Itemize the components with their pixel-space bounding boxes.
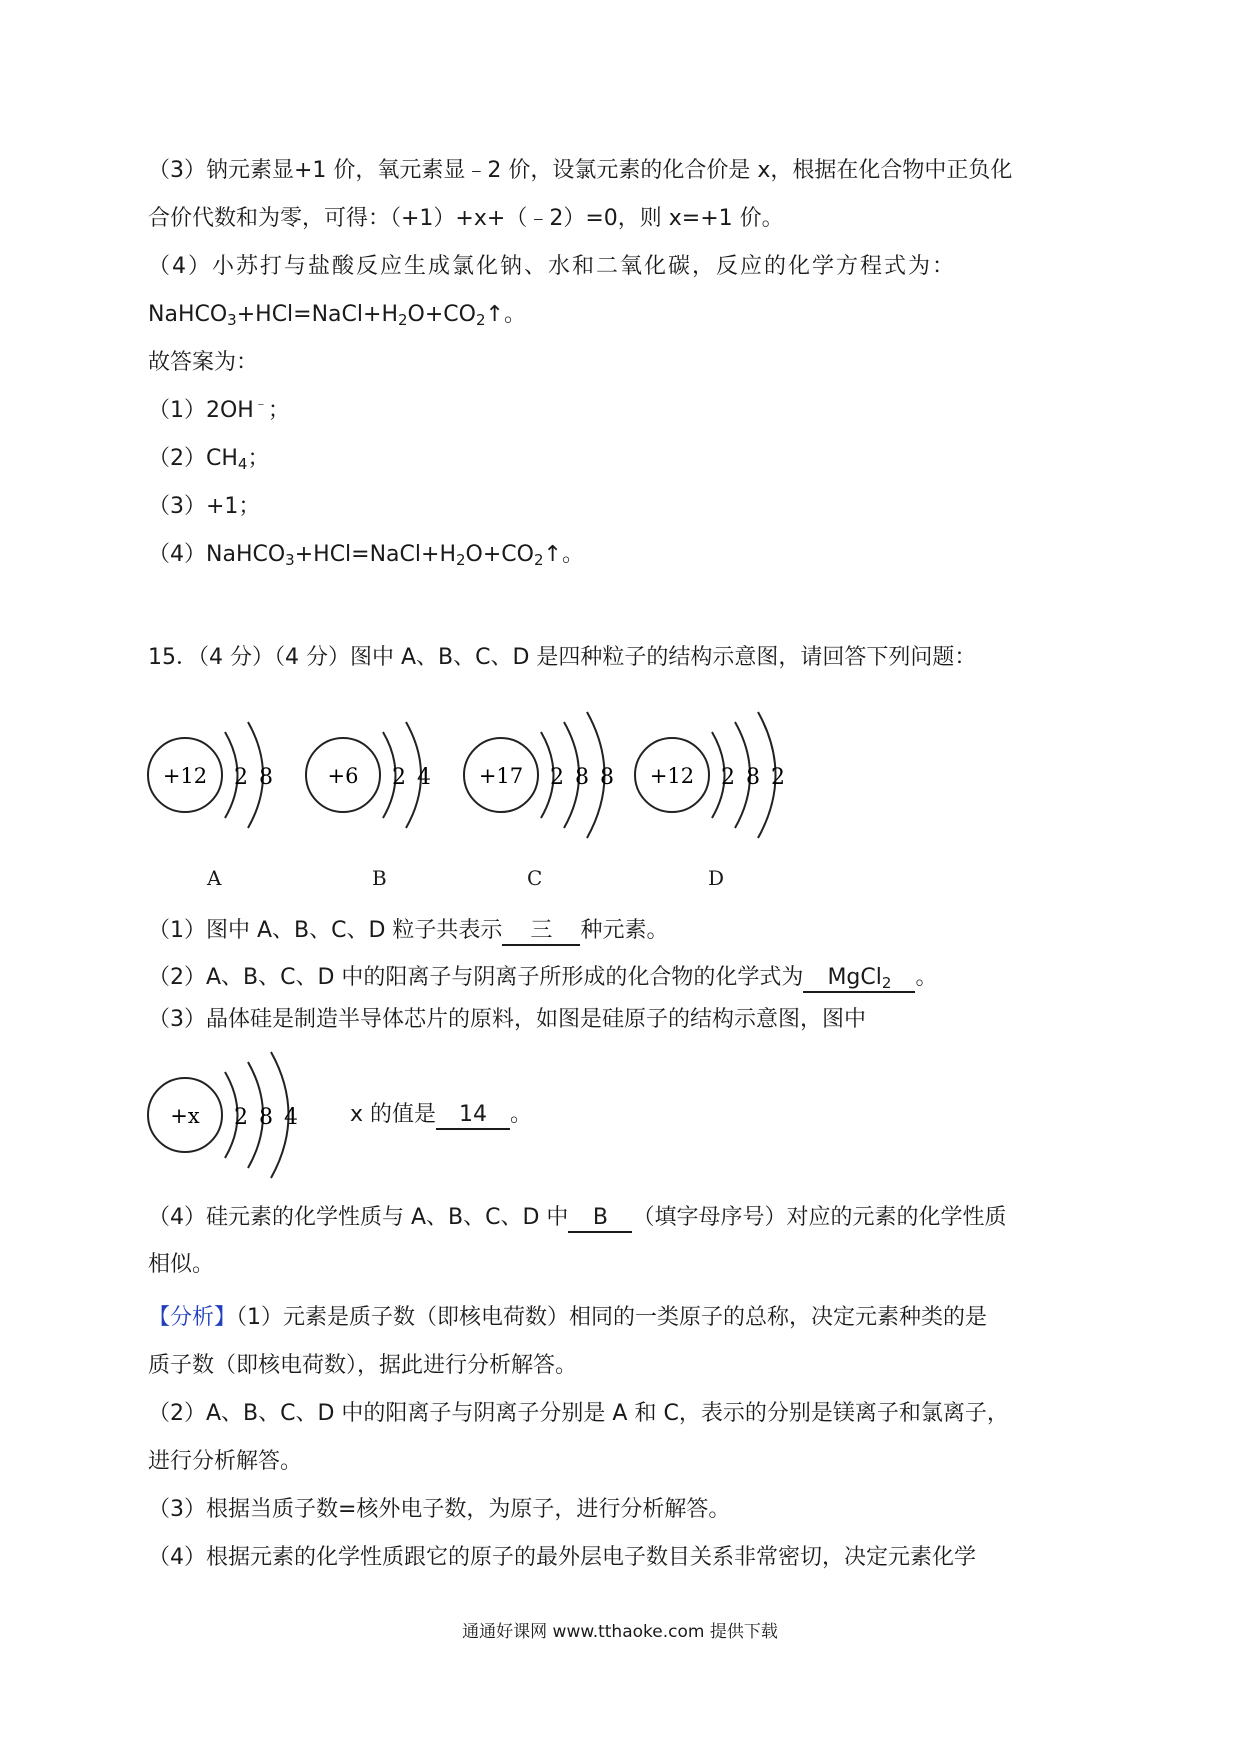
question-15-stem: 15．（4 分）（4 分）图中 A、B、C、D 是四种粒子的结构示意图，请回答下列问题： — [148, 645, 977, 670]
shell-count-b-1: 2 — [392, 765, 406, 790]
question-15-part-2: （2）A、B、C、D 中的阳离子与阴离子所形成的化合物的化学式为 MgCl$_2$ 。 — [148, 965, 938, 992]
diagram-label-b: B — [372, 866, 387, 890]
diagram-label-c: C — [527, 866, 543, 890]
question-15-part-4: （4）硅元素的化学性质与 A、B、C、D 中 B （填字母序号）对应的元素的化学性质 — [148, 1203, 1006, 1233]
shell-count-d-2: 8 — [746, 765, 760, 790]
nucleus-charge-c: +17 — [478, 764, 524, 788]
shell-count-c-3: 8 — [600, 765, 614, 790]
analysis-line-3: （2）A、B、C、D 中的阳离子与阴离子分别是 A 和 C，表示的分别是镁离子和氯离子， — [148, 1401, 1009, 1426]
silicon-shell-1: 2 — [234, 1105, 248, 1130]
shell-count-c-2: 8 — [575, 765, 589, 790]
answer-1: （1）2OH﹣； — [148, 396, 290, 423]
diagram-label-a: A — [207, 866, 222, 890]
analysis-line-6: （4）根据元素的化学性质跟它的原子的最外层电子数目关系非常密切，决定元素化学 — [148, 1545, 976, 1570]
silicon-nucleus-charge: +x — [170, 1104, 200, 1128]
shell-count-d-3: 2 — [771, 765, 785, 790]
shell-count-a-1: 2 — [234, 765, 248, 790]
silicon-shell-3: 4 — [284, 1105, 298, 1130]
answer-2: $(2)CH_4$； — [148, 446, 270, 473]
particle-diagram-a — [148, 722, 273, 828]
silicon-shell-2: 8 — [259, 1105, 273, 1130]
page-footer: 通通好课网 www.tthaoke.com 提供下载 — [462, 1622, 778, 1642]
shell-count-b-2: 4 — [417, 765, 431, 790]
answer-blank-4: B — [568, 1205, 632, 1233]
particle-diagram-d — [635, 712, 785, 838]
question-15-part-4-line-2: 相似。 — [148, 1252, 215, 1277]
answer-blank-2: MgCl$_2$ — [803, 965, 915, 993]
question-15-part-3-x: x 的值是 14 。 — [350, 1100, 532, 1130]
answer-blank-3: 14 — [436, 1102, 510, 1130]
analysis-line-5: （3）根据当质子数=核外电子数，为原子，进行分析解答。 — [148, 1497, 731, 1522]
nucleus-charge-a: +12 — [162, 764, 208, 788]
analysis-line-2: 质子数（即核电荷数），据此进行分析解答。 — [148, 1353, 578, 1378]
analysis-line-4: 进行分析解答。 — [148, 1449, 303, 1474]
particle-diagram-b — [306, 722, 431, 828]
diagram-label-d: D — [708, 866, 725, 890]
shell-count-a-2: 8 — [259, 765, 273, 790]
answers-intro: 故答案为： — [148, 350, 259, 375]
particle-diagram-c — [464, 712, 614, 838]
silicon-atom-diagram — [140, 1035, 330, 1195]
answer-blank-1: 三 — [502, 918, 580, 946]
paragraph-3-line-1: （3）钠元素显+1 价，氧元素显﹣2 价，设氯元素的化合价是 x，根据在化合物中正负化 — [148, 158, 1013, 183]
question-15-part-3: （3）晶体硅是制造半导体芯片的原料，如图是硅原子的结构示意图，图中 — [148, 1007, 866, 1032]
analysis-line-1: 【分析】（1）元素是质子数（即核电荷数）相同的一类原子的总称，决定元素种类的是 — [148, 1305, 988, 1330]
particle-diagrams — [140, 690, 840, 880]
question-15-part-1: （1）图中 A、B、C、D 粒子共表示 三 种元素。 — [148, 916, 668, 946]
reaction-equation: $NaHCO_3+HCl=NaCl+H_2O+CO_2↑$。 — [148, 302, 526, 329]
answer-4: $(4)NaHCO_3+HCl=NaCl+H_2O+CO_2↑$。 — [148, 542, 584, 569]
nucleus-charge-b: +6 — [327, 764, 359, 788]
paragraph-4-line-1: （4）小苏打与盐酸反应生成氯化钠、水和二氧化碳，反应的化学方程式为： — [148, 254, 956, 279]
answer-3: （3）+1； — [148, 494, 261, 519]
shell-count-d-1: 2 — [721, 765, 735, 790]
analysis-tag: 【分析】 — [148, 1305, 237, 1330]
shell-count-c-1: 2 — [550, 765, 564, 790]
nucleus-charge-d: +12 — [649, 764, 695, 788]
paragraph-3-line-2: 合价代数和为零，可得：（+1）+x+（﹣2）=0，则 x=+1 价。 — [148, 206, 784, 231]
